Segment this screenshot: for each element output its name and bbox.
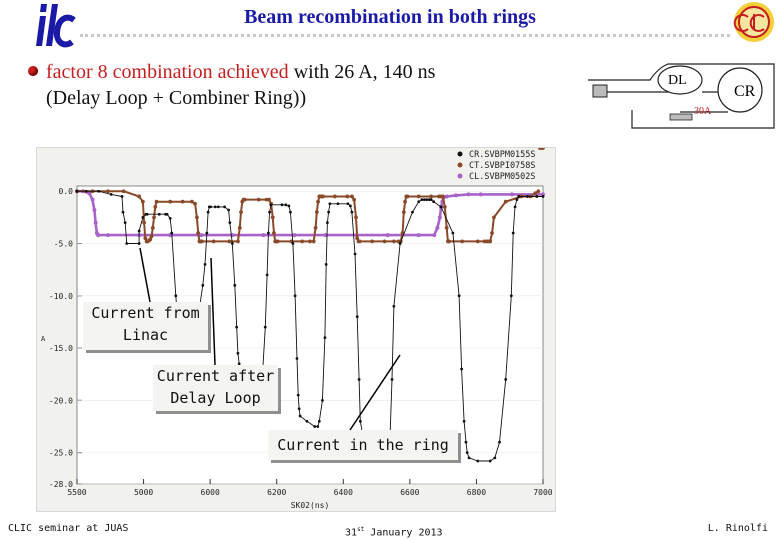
bullet-highlight: factor 8 combination achieved [46, 61, 289, 83]
callout-linac-line2: Linac [122, 326, 169, 344]
callout-dl-line1: Current after [156, 367, 275, 385]
footer-left: CLIC seminar at JUAS [8, 523, 129, 534]
callout-dl-line2: Delay Loop [170, 389, 261, 407]
legend-entry: CT.SVBPI0758S [469, 161, 536, 171]
x-tick-label: 5000 [133, 488, 154, 497]
footer-day: 31 [345, 527, 358, 539]
x-tick-label: 6800 [466, 488, 487, 497]
y-tick-label: -5.0 [53, 239, 73, 249]
pointer-ring [350, 355, 400, 430]
footer-month-year: January 2013 [364, 527, 443, 539]
footer-day-suffix: st [357, 526, 365, 533]
callout-linac-line1: Current from [91, 304, 200, 322]
bullet-rest: with 26 A, 140 ns [288, 61, 436, 83]
cr-label: CR [734, 83, 756, 100]
footer-date [345, 526, 443, 538]
bullet-line2: (Delay Loop + Combiner Ring)) [46, 87, 307, 109]
legend-entry: CR.SVBPM0155S [469, 150, 536, 160]
x-axis-label: SK02(ns) [290, 501, 330, 510]
y-tick-label: -20.0 [48, 396, 73, 406]
y-tick-label: -25.0 [48, 448, 73, 458]
legend-entry: CL.SVBPM0502S [469, 172, 536, 182]
y-tick-label: 0.0 [58, 187, 73, 197]
y-tick-label: -15.0 [48, 344, 73, 354]
current-label: 30A [694, 106, 712, 117]
x-tick-label: 7000 [533, 488, 553, 497]
slide-title: Beam recombination in both rings [244, 6, 536, 28]
x-tick-label: 6600 [400, 488, 420, 497]
y-tick-label: -28.0 [48, 480, 73, 489]
x-tick-label: 6200 [267, 488, 287, 497]
y-tick-label: -10.0 [48, 291, 73, 301]
x-tick-label: 6400 [333, 488, 353, 497]
footer-author: L. Rinolfi [707, 523, 768, 534]
callout-ring: Current in the ring [268, 430, 458, 460]
pointer-linac [140, 248, 150, 302]
dl-label: DL [668, 73, 687, 88]
x-tick-label: 5500 [67, 488, 87, 497]
pointer-delay-loop [211, 258, 215, 365]
y-axis-label: A [41, 335, 46, 343]
x-tick-label: 6000 [200, 488, 220, 497]
